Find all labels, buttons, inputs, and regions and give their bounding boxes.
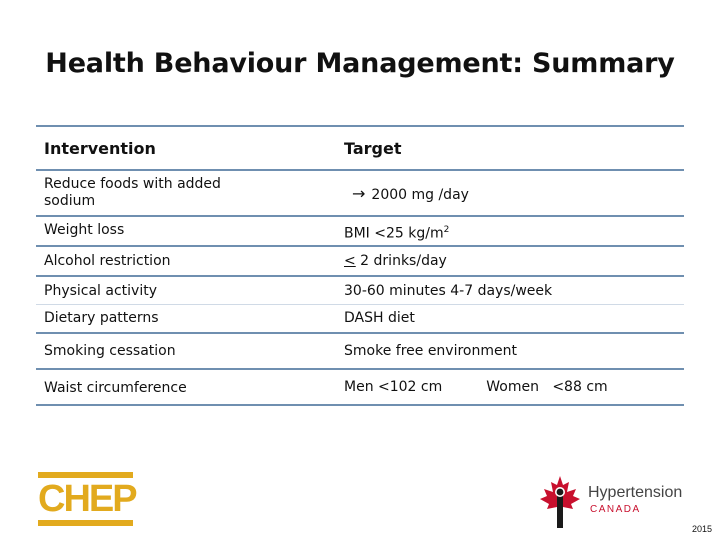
header-target: Target bbox=[344, 139, 402, 158]
table-header-row bbox=[36, 127, 684, 171]
target-cell: 30-60 minutes 4-7 days/week bbox=[344, 283, 553, 299]
intervention-cell: Dietary patterns bbox=[44, 310, 159, 326]
header-intervention: Intervention bbox=[44, 139, 156, 158]
intervention-cell: Weight loss bbox=[44, 222, 125, 238]
table-row bbox=[36, 277, 684, 305]
table-row bbox=[36, 217, 684, 247]
hypertension-canada-logo bbox=[532, 470, 692, 530]
chep-logo-text: CHEP bbox=[38, 478, 136, 520]
table-row bbox=[36, 334, 684, 370]
maple-leaf-person-icon bbox=[532, 470, 588, 530]
target-cell bbox=[352, 185, 469, 204]
target-superscript: 2 bbox=[443, 225, 450, 235]
target-women-text: Women <88 cm bbox=[486, 379, 608, 395]
summary-table bbox=[36, 125, 684, 406]
chep-bar-bottom bbox=[38, 520, 133, 526]
table-row bbox=[36, 247, 684, 277]
intervention-cell: Smoking cessation bbox=[44, 343, 176, 359]
intervention-cell: Waist circumference bbox=[44, 380, 187, 396]
target-text: 2000 mg /day bbox=[371, 187, 469, 203]
page-title: Health Behaviour Management: Summary bbox=[45, 48, 675, 79]
chep-logo bbox=[38, 472, 136, 526]
hypertension-sub: CANADA bbox=[590, 504, 641, 515]
target-cell bbox=[344, 379, 608, 396]
target-cell: DASH diet bbox=[344, 310, 415, 326]
year-label: 2015 bbox=[691, 524, 712, 534]
table-row bbox=[36, 305, 684, 334]
intervention-cell: Reduce foods with added sodium bbox=[44, 176, 221, 209]
target-text: Men <102 cm bbox=[344, 379, 443, 395]
table-row bbox=[36, 370, 684, 406]
hypertension-name: Hypertension bbox=[588, 484, 683, 501]
target-cell bbox=[344, 222, 449, 243]
target-text: 2 drinks/day bbox=[355, 253, 447, 269]
target-cell bbox=[344, 253, 447, 270]
table-row bbox=[36, 171, 684, 217]
intervention-cell: Physical activity bbox=[44, 283, 158, 299]
arrow-icon: → bbox=[352, 184, 366, 203]
intervention-cell: Alcohol restriction bbox=[44, 253, 171, 269]
target-cell: Smoke free environment bbox=[344, 343, 517, 359]
target-prefix: < bbox=[344, 253, 356, 269]
target-text: BMI <25 kg/m bbox=[344, 225, 444, 242]
